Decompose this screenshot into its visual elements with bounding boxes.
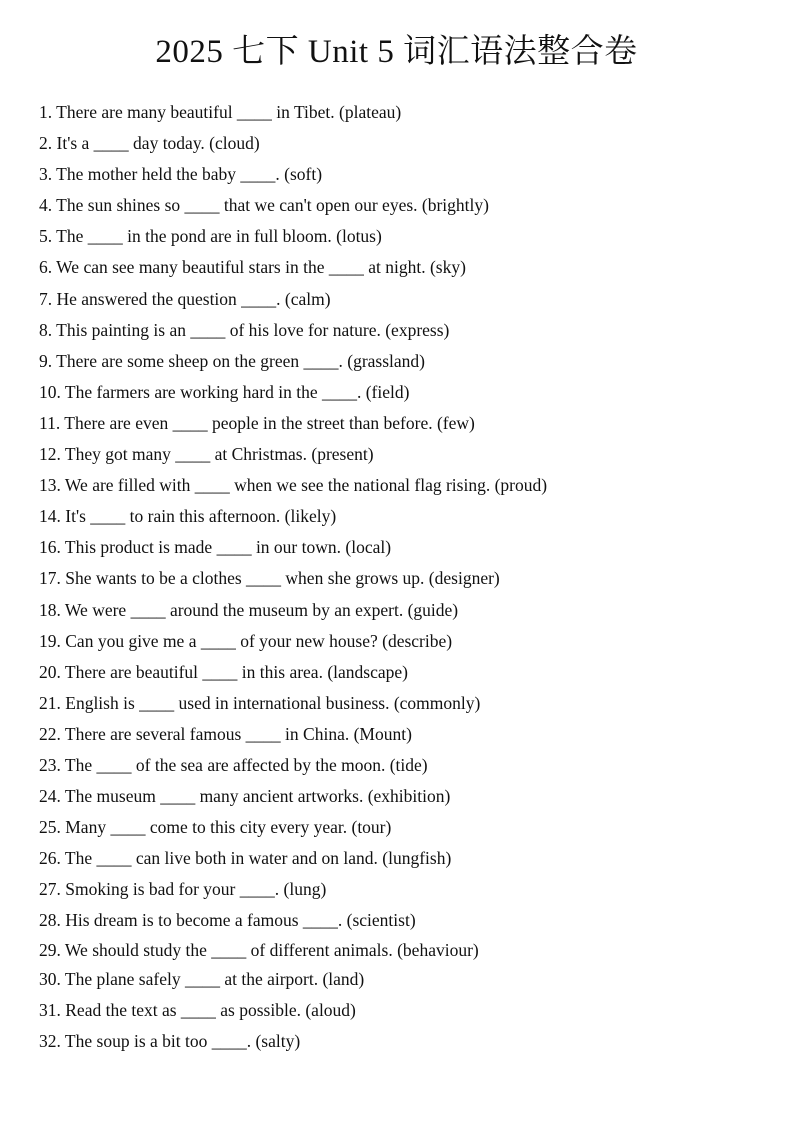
exercise-item-14: 14. It's ____ to rain this afternoon. (likely) [39, 506, 337, 527]
exercise-item-30: 30. The plane safely ____ at the airport. (land) [39, 968, 365, 989]
exercise-item-10: 10. The farmers are working hard in the ____. (field) [39, 381, 410, 402]
exercise-item-17: 17. She wants to be a clothes ____ when she grows up. (designer) [39, 568, 500, 589]
exercise-item-13: 13. We are filled with ____ when we see the national flag rising. (proud) [39, 475, 548, 496]
exercise-item-5: 5. The ____ in the pond are in full bloom. (lotus) [39, 226, 382, 247]
exercise-item-2: 2. It's a ____ day today. (cloud) [39, 133, 260, 154]
exercise-item-29: 29. We should study the ____ of different animals. (behaviour) [39, 939, 479, 960]
exercise-item-8: 8. This painting is an ____ of his love for nature. (express) [39, 319, 450, 340]
exercise-item-12: 12. They got many ____ at Christmas. (present) [39, 444, 374, 465]
exercise-item-32: 32. The soup is a bit too ____. (salty) [39, 1030, 301, 1051]
exercise-item-23: 23. The ____ of the sea are affected by the moon. (tide) [39, 754, 428, 775]
exercise-item-19: 19. Can you give me a ____ of your new house? (describe) [39, 630, 453, 651]
exercise-item-18: 18. We were ____ around the museum by an expert. (guide) [39, 599, 459, 620]
exercise-item-11: 11. There are even ____ people in the street than before. (few) [39, 412, 475, 433]
exercise-item-24: 24. The museum ____ many ancient artworks. (exhibition) [39, 786, 451, 807]
exercise-item-31: 31. Read the text as ____ as possible. (aloud) [39, 999, 356, 1020]
exercise-item-6: 6. We can see many beautiful stars in the ____ at night. (sky) [39, 257, 466, 278]
exercise-item-3: 3. The mother held the baby ____. (soft) [39, 164, 323, 185]
exercise-item-16: 16. This product is made ____ in our town. (local) [39, 537, 392, 558]
exercise-item-28: 28. His dream is to become a famous ____. (scientist) [39, 910, 416, 931]
exercise-item-4: 4. The sun shines so ____ that we can't open our eyes. (brightly) [39, 195, 489, 216]
exercise-item-25: 25. Many ____ come to this city every year. (tour) [39, 817, 392, 838]
exercise-item-22: 22. There are several famous ____ in China. (Mount) [39, 723, 412, 744]
exercise-item-26: 26. The ____ can live both in water and on land. (lungfish) [39, 848, 452, 869]
exercise-list [39, 97, 547, 1057]
exercise-item-7: 7. He answered the question ____. (calm) [39, 288, 331, 309]
exercise-item-20: 20. There are beautiful ____ in this area. (landscape) [39, 661, 408, 682]
exercise-item-21: 21. English is ____ used in international business. (commonly) [39, 692, 481, 713]
exercise-item-1: 1. There are many beautiful ____ in Tibet. (plateau) [39, 102, 402, 122]
exercise-item-9: 9. There are some sheep on the green ____. (grassland) [39, 350, 425, 371]
page-title: 2025 七下 Unit 5 词汇语法整合卷 [155, 34, 638, 70]
exercise-item-27: 27. Smoking is bad for your ____. (lung) [39, 879, 327, 900]
